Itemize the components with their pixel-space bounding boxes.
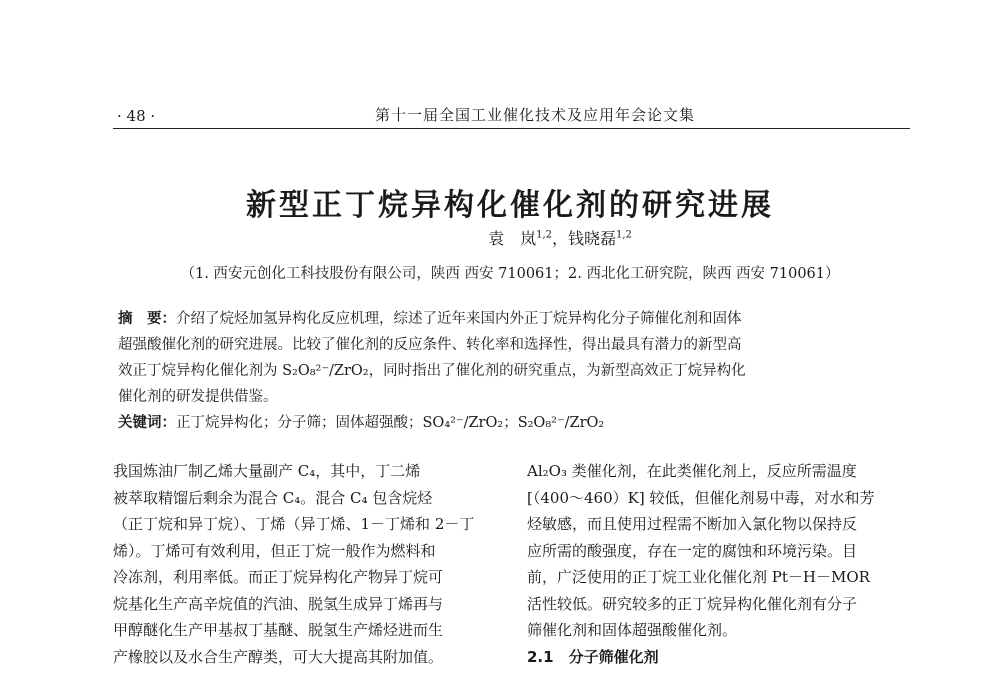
body-line: 筛催化剂和固体超强酸催化剂。 <box>527 621 738 639</box>
body-line: 被萃取精馏后剩余为混合 C₄。混合 C₄ 包含烷烃 <box>113 488 433 507</box>
section-heading: 2.1 分子筛催化剂 <box>527 647 659 666</box>
body-column-left <box>113 458 493 670</box>
author-affiliation-mark: 1,2 <box>616 229 632 241</box>
author-separator: ， <box>551 229 568 248</box>
body-column-right <box>527 458 907 670</box>
author-line <box>380 226 740 249</box>
affiliation: （1. 西安元创化工科技股份有限公司，陕西 西安 710061；2. 西北化工研究院，陕西 西安 710061） <box>180 266 840 282</box>
abstract-line: 催化剂的研发提供借鉴。 <box>118 389 278 405</box>
body-line: 前，广泛使用的正丁烷工业化催化剂 Pt－H－MOR <box>527 568 870 586</box>
page-number: · 48 · <box>117 107 156 125</box>
author-name: 袁 岚 <box>488 229 537 248</box>
abstract-text: 介绍了烷烃加氢异构化反应机理，综述了近年来国内外正丁烷异构化分子筛催化剂和固体 <box>176 311 742 327</box>
body-line: 烷基化生产高辛烷值的汽油、脱氢生成异丁烯再与 <box>113 594 444 613</box>
author-affiliation-mark: 1,2 <box>536 229 552 241</box>
body-line: Al₂O₃ 类催化剂，在此类催化剂上，反应所需温度 <box>527 462 857 480</box>
author-name: 钱晓磊 <box>568 229 617 248</box>
body-line: 活性较低。研究较多的正丁烷异构化催化剂有分子 <box>527 594 858 613</box>
header-rule <box>113 128 910 129</box>
body-line: 产橡胶以及水合生产醇类，可大大提高其附加值。 <box>113 647 444 666</box>
keywords-label: 关键词： <box>118 415 176 431</box>
body-line: （正丁烷和异丁烷）、丁烯（异丁烯、1－丁烯和 2－丁 <box>113 515 475 533</box>
body-line: 应所需的酸强度，存在一定的腐蚀和环境污染。目 <box>527 541 858 560</box>
abstract-line <box>118 306 898 332</box>
keywords-line <box>118 410 898 436</box>
body-line: 我国炼油厂制乙烯大量副产 C₄，其中，丁二烯 <box>113 462 421 480</box>
article-title: 新型正丁烷异构化催化剂的研究进展 <box>246 188 774 223</box>
abstract-label: 摘 要： <box>118 311 176 327</box>
abstract-line: 超强酸催化剂的研究进展。比较了催化剂的反应条件、转化率和选择性，得出最具有潜力的新型高 <box>118 337 742 353</box>
body-line: [（400～460）K] 较低，但催化剂易中毒，对水和芳 <box>527 488 875 507</box>
keywords-text: 正丁烷异构化；分子筛；固体超强酸；SO₄²⁻/ZrO₂；S₂O₈²⁻/ZrO₂ <box>176 415 605 431</box>
body-line: 甲醇醚化生产甲基叔丁基醚、脱氢生产烯烃进而生 <box>113 621 444 639</box>
running-header-title: 第十一届全国工业催化技术及应用年会论文集 <box>374 106 695 124</box>
body-line: 烃敏感，而且使用过程需不断加入氯化物以保持反 <box>527 515 858 533</box>
body-line: 烯）。丁烯可有效利用，但正丁烷一般作为燃料和 <box>113 541 436 560</box>
body-line: 冷冻剂，利用率低。而正丁烷异构化产物异丁烷可 <box>113 568 444 586</box>
abstract-line: 效正丁烷异构化催化剂为 S₂O₈²⁻/ZrO₂，同时指出了催化剂的研究重点，为新型高效正丁烷异构化 <box>118 363 746 379</box>
abstract-block <box>118 306 898 436</box>
